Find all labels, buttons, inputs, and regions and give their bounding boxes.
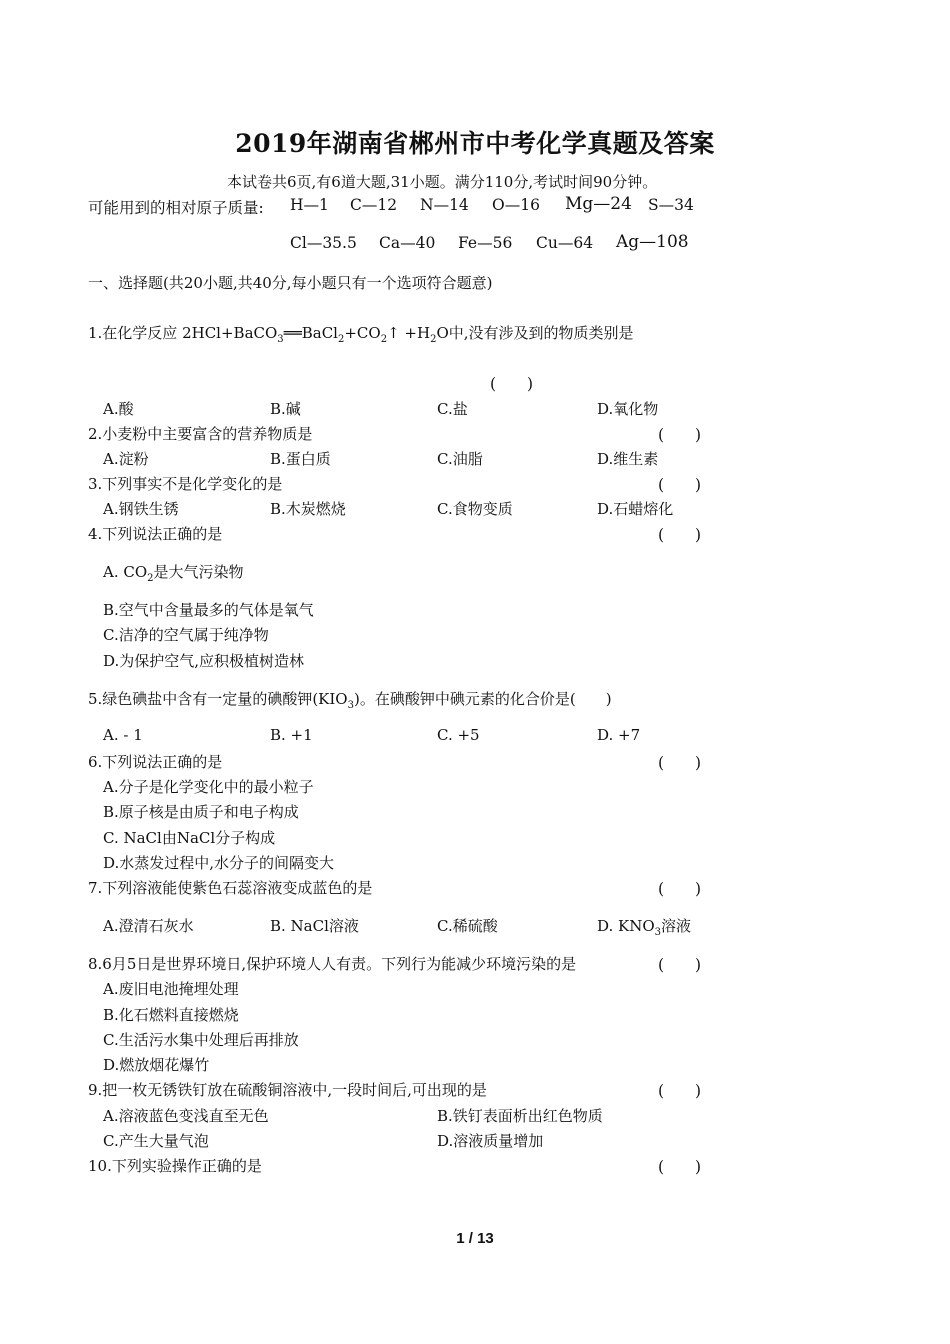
q7-option-a: A.澄清石灰水 bbox=[103, 917, 194, 935]
q9-option-d: D.溶液质量增加 bbox=[437, 1132, 544, 1150]
q7-option-c: C.稀硫酸 bbox=[437, 917, 498, 935]
answer-blank: ( ) bbox=[658, 476, 702, 494]
q2-option-a: A.淀粉 bbox=[103, 450, 149, 468]
answer-blank: ( ) bbox=[658, 754, 702, 772]
q2-option-b: B.蛋白质 bbox=[270, 450, 331, 468]
q3-option-c: C.食物变质 bbox=[437, 500, 513, 518]
atomic-mass-o: O—16 bbox=[492, 196, 540, 214]
question-4-stem: 4.下列说法正确的是 bbox=[88, 525, 223, 543]
q4-option-b: B.空气中含量最多的气体是氧气 bbox=[103, 601, 314, 619]
q1-option-c: C.盐 bbox=[437, 400, 468, 418]
q2-option-c: C.油脂 bbox=[437, 450, 483, 468]
question-5-stem: 5.绿色碘盐中含有一定量的碘酸钾$(KIO_3)$。在碘酸钾中碘元素的化合价是( ) bbox=[88, 690, 612, 711]
q3-option-b: B.木炭燃烧 bbox=[270, 500, 346, 518]
atomic-mass-fe: Fe—56 bbox=[458, 234, 513, 252]
answer-blank: ( ) bbox=[658, 1082, 702, 1100]
question-6-stem: 6.下列说法正确的是 bbox=[88, 753, 223, 771]
q8-option-b: B.化石燃料直接燃烧 bbox=[103, 1006, 239, 1024]
question-2-stem: 2.小麦粉中主要富含的营养物质是 bbox=[88, 425, 313, 443]
question-10-stem: 10.下列实验操作正确的是 bbox=[88, 1157, 262, 1175]
q8-option-d: D.燃放烟花爆竹 bbox=[103, 1056, 210, 1074]
atomic-mass-cl: Cl—35.5 bbox=[290, 234, 357, 252]
answer-blank: ( ) bbox=[658, 956, 702, 974]
q2-option-d: D.维生素 bbox=[597, 450, 659, 468]
q1-option-d: D.氧化物 bbox=[597, 400, 659, 418]
q9-option-b: B.铁钉表面析出红色物质 bbox=[437, 1107, 603, 1125]
atomic-mass-ca: Ca—40 bbox=[379, 234, 436, 252]
q7-option-d: D. $KNO_3$溶液 bbox=[597, 917, 692, 938]
page-number: 1 / 13 bbox=[456, 1230, 494, 1247]
atomic-mass-s: S—34 bbox=[648, 196, 694, 214]
q9-option-c: C.产生大量气泡 bbox=[103, 1132, 209, 1150]
answer-blank: ( ) bbox=[658, 526, 702, 544]
q1-option-a: A.酸 bbox=[103, 400, 134, 418]
q6-option-b: B.原子核是由质子和电子构成 bbox=[103, 803, 299, 821]
q5-option-b: B. +1 bbox=[270, 726, 313, 744]
q4-option-a: A. $CO_2$是大气污染物 bbox=[103, 563, 244, 584]
answer-blank: ( ) bbox=[658, 880, 702, 898]
exam-intro: 本试卷共6页,有6道大题,31小题。满分110分,考试时间90分钟。 bbox=[227, 173, 658, 191]
question-1-stem: 1.在化学反应 $2HCl+BaCO_3══BaCl_2+CO_2↑ +H_2O$中,没有涉及到的物质类别是 bbox=[88, 324, 634, 345]
page-title: 2019年湖南省郴州市中考化学真题及答案 bbox=[235, 129, 715, 158]
atomic-mass-label: 可能用到的相对原子质量: bbox=[88, 199, 264, 217]
answer-blank: ( ) bbox=[658, 426, 702, 444]
q4-option-c: C.洁净的空气属于纯净物 bbox=[103, 626, 269, 644]
question-9-stem: 9.把一枚无锈铁钉放在硫酸铜溶液中,一段时间后,可出现的是 bbox=[88, 1081, 487, 1099]
q8-option-a: A.废旧电池掩埋处理 bbox=[103, 980, 239, 998]
atomic-mass-cu: Cu—64 bbox=[536, 234, 594, 252]
section-heading: 一、选择题(共20小题,共40分,每小题只有一个选项符合题意) bbox=[88, 274, 493, 292]
atomic-mass-mg: Mg—24 bbox=[565, 194, 632, 214]
atomic-mass-c: C—12 bbox=[350, 196, 398, 214]
q7-option-b: B. NaCl溶液 bbox=[270, 917, 359, 935]
q1-option-b: B.碱 bbox=[270, 400, 301, 418]
q6-option-d: D.水蒸发过程中,水分子的间隔变大 bbox=[103, 854, 335, 872]
answer-blank: ( ) bbox=[490, 375, 534, 393]
question-8-stem: 8.6月5日是世界环境日,保护环境人人有责。下列行为能减少环境污染的是 bbox=[88, 955, 577, 973]
q6-option-a: A.分子是化学变化中的最小粒子 bbox=[103, 778, 314, 796]
q5-option-d: D. +7 bbox=[597, 726, 641, 744]
q5-option-a: A. - 1 bbox=[103, 726, 143, 744]
atomic-mass-ag: Ag—108 bbox=[616, 232, 689, 252]
question-3-stem: 3.下列事实不是化学变化的是 bbox=[88, 475, 283, 493]
answer-blank: ( ) bbox=[658, 1158, 702, 1176]
question-7-stem: 7.下列溶液能使紫色石蕊溶液变成蓝色的是 bbox=[88, 879, 373, 897]
q5-option-c: C. +5 bbox=[437, 726, 480, 744]
q6-option-c: C. NaCl由NaCl分子构成 bbox=[103, 829, 276, 847]
q4-option-d: D.为保护空气,应积极植树造林 bbox=[103, 652, 305, 670]
atomic-mass-h: H—1 bbox=[290, 196, 329, 214]
q9-option-a: A.溶液蓝色变浅直至无色 bbox=[103, 1107, 269, 1125]
q3-option-d: D.石蜡熔化 bbox=[597, 500, 674, 518]
atomic-mass-n: N—14 bbox=[420, 196, 469, 214]
q8-option-c: C.生活污水集中处理后再排放 bbox=[103, 1031, 299, 1049]
q3-option-a: A.钢铁生锈 bbox=[103, 500, 179, 518]
